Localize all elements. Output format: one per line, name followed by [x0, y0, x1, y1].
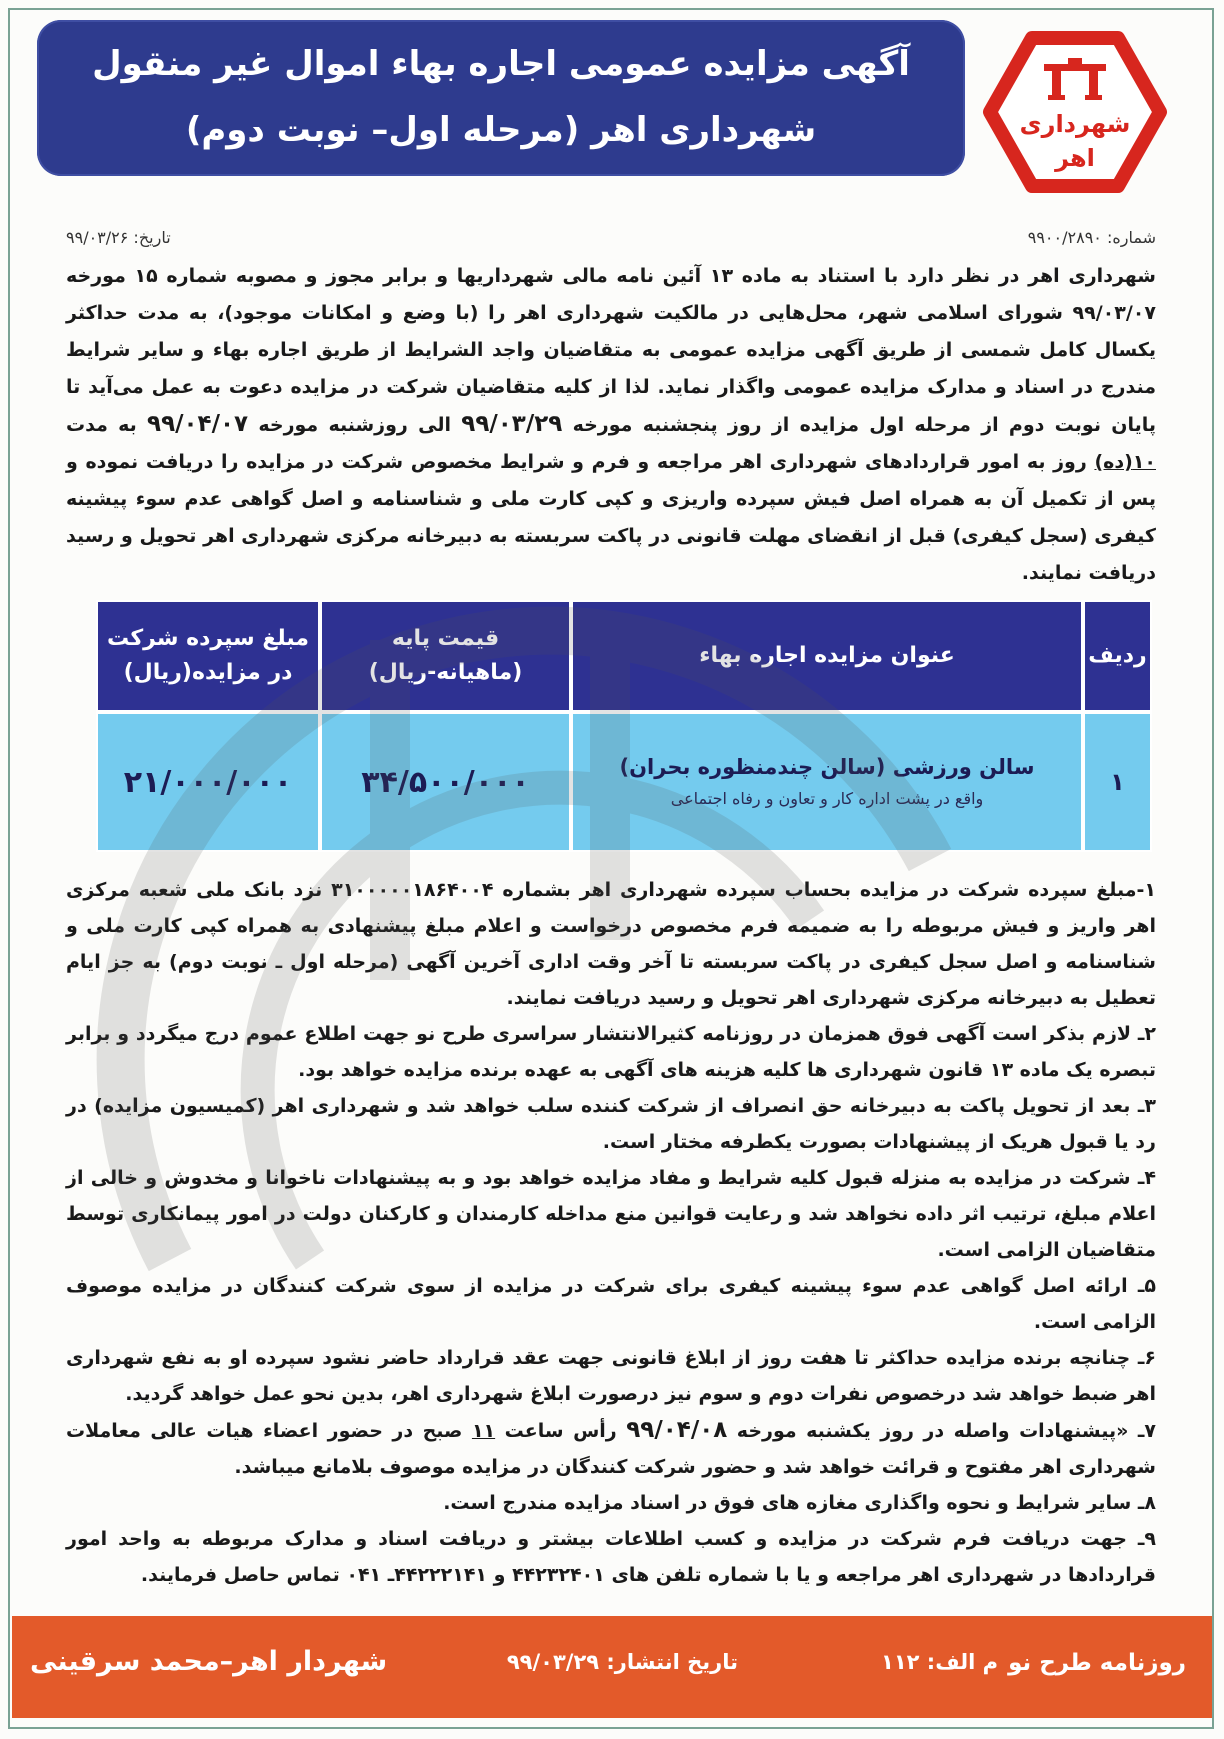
condition-item: ۸ـ سایر شرایط و نحوه واگذاری مغازه های فوق در اسناد مزایده مندرج است. — [443, 1492, 1156, 1514]
end-date: ۹۹/۰۴/۰۷ — [147, 411, 249, 437]
condition-item: ۵ـ ارائه اصل گواهی عدم سوء پیشینه کیفری برای شرکت در مزایده از سوی شرکت کنندگان در مزایده موصوف الزامی است. — [66, 1275, 1156, 1333]
row-number: ۱ — [1110, 768, 1125, 796]
announcement-header — [37, 20, 965, 176]
opening-text-2: رأس ساعت — [495, 1420, 627, 1442]
start-date: ۹۹/۰۳/۲۹ — [461, 411, 563, 437]
condition-item: ۹ـ جهت دریافت فرم شرکت در مزایده و کسب اطلاعات بیشتر و دریافت اسناد و مدارک مربوطه به واحد امور قراردادها در شهرداری اهر مراجعه و یا با شماره تلفن های ۴۴۲۳۲۴۰۱ و ۴۴۲۲۲۱۴۱ـ ۰۴۱ تماس حاصل فرمایند. — [66, 1528, 1156, 1586]
base-price-value: ۳۴/۵۰۰/۰۰۰ — [361, 764, 530, 800]
newspaper-name: روزنامه طرح نو — [1008, 1650, 1186, 1676]
header-label: مبلغ سپرده شرکت — [107, 626, 309, 651]
intro-text-1: شهرداری اهر در نظر دارد با استناد به ماده ۱۳ آئین نامه مالی شهرداریها و برابر مجوز و مصوبه شماره ۱۵ مورخه ۹۹/۰۳/۰۷ شورای اسلامی شهر، محل‌هایی در مالکیت شهرداری اهر را (با وضع و امکانات موجود)، به مدت حداکثر یکسال کامل شمسی از طریق آگهی مزایده عمومی به متقاضیان واجد الشرایط از طریق اجاره بهاء و سایر شرایط مندرج در اسناد و مدارک مزایده عمومی واگذار نماید. لذا از کلیه متقاضیان شرکت در مزایده دعوت به عمل می‌آید تا پایان نوبت دوم از مرحله اول مزایده از روز پنجشنبه مورخه — [66, 265, 1157, 436]
mayor-signature: شهردار اهر–محمد سرقینی — [30, 1646, 388, 1677]
condition-item: ۱-مبلغ سپرده شرکت در مزایده بحساب سپرده شهرداری اهر بشماره ۳۱۰۰۰۰۰۱۸۶۴۰۰۴ نزد بانک ملی شعبه مرکزی اهر واریز و فیش مربوطه را به ضمیمه فرم مخصوص درخواست و اعلام مبلغ پیشنهادی به همراه کپی کارت ملی و شناسنامه و اصل سجل کیفری در پاکت سربسته تا آخر وقت اداری آخرین آگهی (مرحله اول ـ نوبت دوم) به جز ایام تعطیل به دبیرخانه مرکزی شهرداری اهر تحویل و رسید دریافت نمایند. — [66, 879, 1156, 1009]
table-header-deposit — [98, 602, 318, 710]
publish-date: تاریخ انتشار: ۹۹/۰۳/۲۹ — [506, 1650, 738, 1674]
intro-text-2: الی روزشنبه مورخه — [248, 414, 462, 436]
intro-text-3: به مدت — [66, 414, 148, 436]
letter-number: شماره: ۹۹۰۰/۲۸۹۰ — [1027, 228, 1156, 247]
header-title-line2: شهرداری اهر (مرحله اول– نوبت دوم) — [185, 110, 817, 150]
table-cell-title — [573, 714, 1081, 850]
header-label: ردیف — [1088, 643, 1147, 668]
auction-table — [96, 600, 1152, 852]
deposit-value: ۲۱/۰۰۰/۰۰۰ — [123, 764, 293, 800]
logo-text-line2: اهر — [1055, 144, 1095, 172]
condition-item: ۳ـ بعد از تحویل پاکت به دبیرخانه حق انصراف از شرکت کننده سلب خواهد شد و شهرداری اهر (کمیسیون مزایده) در رد یا قبول هریک از پیشنهادات بصورت یکطرفه مختار است. — [66, 1095, 1156, 1153]
opening-text-3: صبح در حضور اعضاء هیات عالی معاملات شهرداری اهر مفتوح و قرائت خواهد شد و حضور شرکت کنندگان در مزایده موصوف بلامانع میباشد. — [66, 1420, 1156, 1478]
publication-footer — [12, 1616, 1212, 1718]
condition-item: ۶ـ چنانچه برنده مزایده حداکثر تا هفت روز از ابلاغ قانونی جهت عقد قرارداد حاضر نشود سپرده او به نفع شهرداری اهر ضبط خواهد شد درخصوص نفرات دوم و سوم نیز درصورت ابلاغ شهرداری اهر، بدین نحو عمل خواهد گردید. — [66, 1347, 1156, 1405]
header-label: عنوان مزایده اجاره بهاء — [699, 643, 955, 668]
condition-item: ۲ـ لازم بذکر است آگهی فوق همزمان در روزنامه کثیرالانتشار سراسری طرح نو جهت اطلاع عموم درج میگردد و برابر تبصره یک ماده ۱۳ قانون شهرداری ها کلیه هزینه های آگهی به عهده برنده مزایده خواهد بود. — [66, 1023, 1156, 1081]
opening-date: ۹۹/۰۴/۰۸ — [626, 1417, 728, 1443]
header-label: قیمت پایه — [391, 626, 500, 651]
ad-reference: م الف: ۱۱۲ — [881, 1650, 998, 1674]
condition-item: ۴ـ شرکت در مزایده به منزله قبول کلیه شرایط و مفاد مزایده خواهد بود و به پیشنهادات ناخوانا و مخدوش و خالی از اعلام مبلغ، ترتیب اثر داده نخواهد شد و رعایت قوانین منع مداخله کارمندان و کارکنان دولت در امور پیمانکاری توسط متقاضیان الزامی است. — [66, 1167, 1156, 1261]
table-cell-base-price — [322, 714, 569, 850]
letter-date: تاریخ: ۹۹/۰۳/۲۶ — [66, 228, 171, 247]
intro-text-4: روز به امور قراردادهای شهرداری اهر مراجعه و فرم و شرایط مخصوص شرکت در مزایده را دریافت نموده و پس از تکمیل آن به همراه اصل فیش سپرده واریزی و کپی کارت ملی و شناسنامه و اصل گواهی عدم سوء پیشینه کیفری (سجل کیفری) قبل از انقضای مهلت قانونی در پاکت سربسته به دبیرخانه مرکزی شهرداری اهر تحویل و رسید دریافت نمایند. — [66, 451, 1156, 584]
conditions-list — [66, 872, 1156, 1593]
table-header-base-price — [322, 602, 569, 710]
logo-text-line1: شهرداری — [1019, 110, 1131, 138]
opening-text-1: ۷ـ «پیشنهادات واصله در روز یکشنبه مورخه — [727, 1420, 1156, 1442]
reference-line — [66, 228, 1156, 252]
header-title-line1: آگهی مزایده عمومی اجاره بهاء اموال غیر منقول — [92, 44, 910, 84]
condition-item-opening — [66, 1412, 1156, 1485]
opening-hour: ۱۱ — [471, 1420, 496, 1442]
header-label: (ماهیانه-ریال) — [368, 660, 523, 685]
property-location: واقع در پشت اداره کار و تعاون و رفاه اجتماعی — [670, 789, 984, 808]
duration: ۱۰(ده) — [1094, 451, 1156, 473]
intro-paragraph — [66, 258, 1156, 592]
table-header-title — [573, 602, 1081, 710]
table-cell-row-number — [1085, 714, 1150, 850]
table-cell-deposit — [98, 714, 318, 850]
municipality-logo — [978, 26, 1172, 198]
property-title: سالن ورزشی (سالن چندمنظوره بحران) — [619, 755, 1035, 779]
header-label: در مزایده(ریال) — [123, 660, 293, 685]
table-header-row-number — [1085, 602, 1150, 710]
